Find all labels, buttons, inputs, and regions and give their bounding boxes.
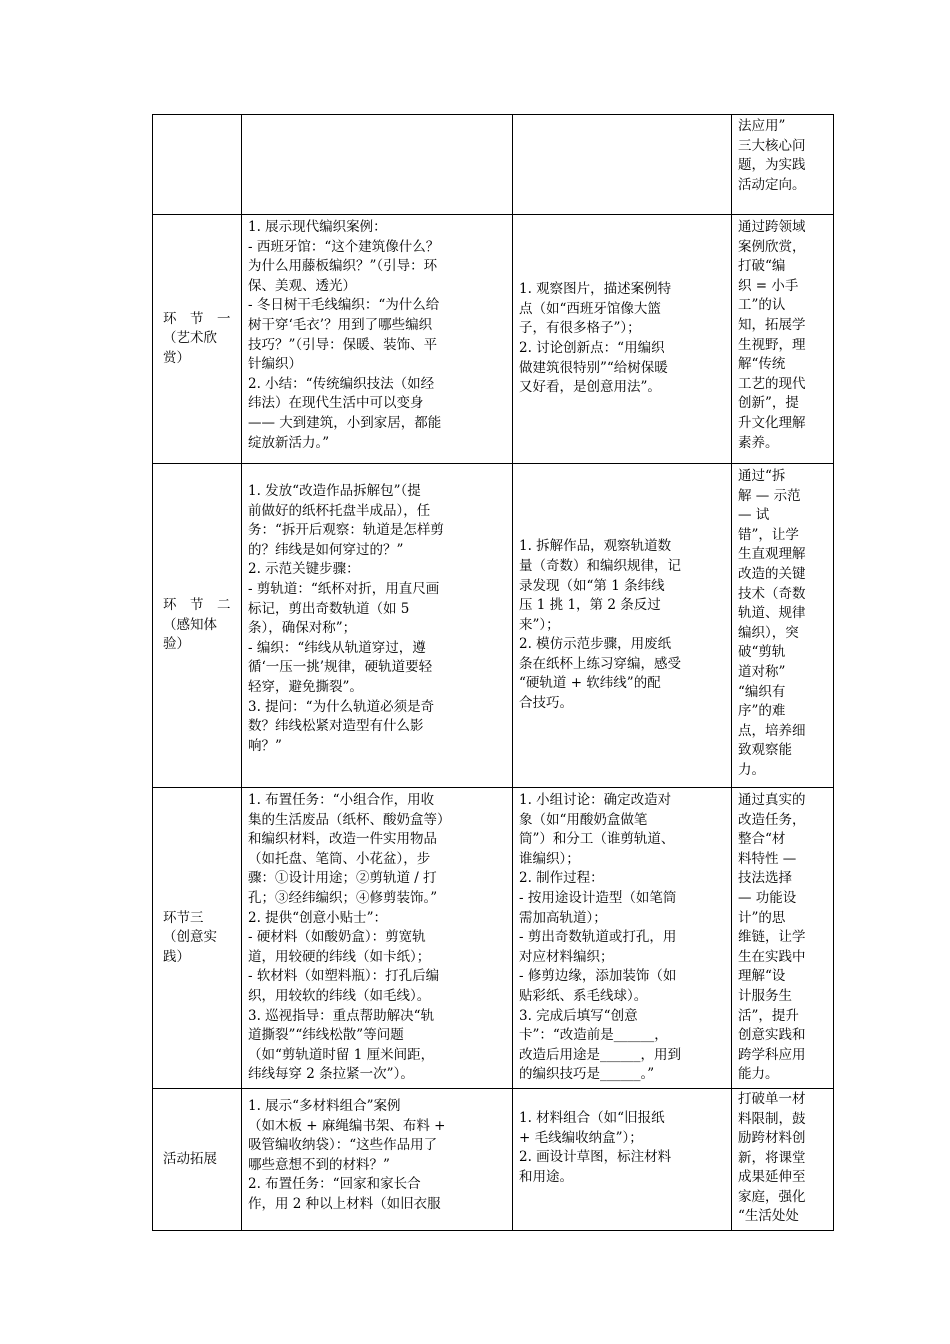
- text-line: 1. 拆解作品，观察轨道数: [519, 538, 672, 555]
- text-line: 量（奇数）和编织规律，记: [519, 557, 681, 574]
- text-line: 2. 画设计草图，标注材料: [519, 1149, 672, 1166]
- text-line: 2. 制作过程：: [519, 870, 604, 887]
- stage-label: 赏）: [163, 349, 190, 366]
- text-line: 技巧？”（引导：保暖、装饰、平: [248, 336, 438, 353]
- stage-label: 活动拓展: [163, 1150, 217, 1167]
- text-line: 整合“材: [738, 831, 786, 848]
- text-line: 数？纬线松紧对造型有什么影: [248, 718, 424, 735]
- text-line: 卡”：“改造前是______，: [519, 1027, 668, 1044]
- text-line: 2. 布置任务：“回家和家长合: [248, 1176, 421, 1193]
- text-line: - 软材料（如塑料瓶）：打孔后编: [248, 968, 440, 985]
- text-line: 成果延伸至: [738, 1169, 806, 1186]
- text-line: 纬法）在现代生活中可以变身: [248, 395, 424, 412]
- text-line: 道撕裂”“纬线松散”等问题: [248, 1027, 404, 1044]
- text-line: 2. 模仿示范步骤，用废纸: [519, 636, 672, 653]
- text-line: 压 1 挑 1，第 2 条反过: [519, 597, 661, 614]
- text-line: （如“剪轨道时留 1 厘米间距，: [248, 1046, 435, 1063]
- text-line: 3. 提问：“为什么轨道必须是奇: [248, 698, 435, 715]
- table-row: [153, 215, 834, 464]
- text-line: 2. 讨论创新点：“用编织: [519, 340, 665, 356]
- text-line: — 试: [738, 507, 770, 524]
- text-line: 工”的认: [738, 297, 786, 314]
- text-line: 1. 小组讨论：确定改造对: [519, 792, 672, 808]
- text-line: - 剪出奇数轨道或打孔，用: [519, 929, 677, 946]
- text-line: 错”，让学: [738, 526, 799, 543]
- text-line: 知，拓展学: [738, 316, 806, 333]
- text-line: 三大核心问: [738, 137, 806, 154]
- stage-label: 环 节 一: [163, 310, 231, 327]
- text-line: 序”的难: [738, 703, 786, 720]
- text-line: 活”，提升: [738, 1007, 799, 1024]
- teacher-activity-cell: [242, 115, 513, 215]
- text-line: 打破单一材: [738, 1090, 806, 1107]
- text-line: - 硬材料（如酸奶盒）：剪宽轨: [248, 929, 426, 946]
- stage-cell: [153, 115, 242, 215]
- text-line: 贴彩纸、系毛线球）。: [519, 987, 648, 1004]
- text-line: 2. 小结：“传统编织技法（如经: [248, 375, 435, 392]
- stage-label: 践）: [163, 948, 190, 965]
- table-row: [153, 788, 834, 1089]
- text-line: 象（如“用酸奶盒做笔: [519, 811, 648, 828]
- design-intent-cell: [732, 215, 834, 464]
- text-line: 道对称”: [738, 663, 786, 680]
- text-line: 绽放新活力。”: [248, 434, 330, 451]
- text-line: 创新”，提: [738, 395, 799, 412]
- text-line: - 西班牙馆：“这个建筑像什么？: [248, 238, 440, 255]
- teacher-activity-cell: [242, 1088, 513, 1230]
- text-line: 改造后用途是______，用到: [519, 1046, 681, 1063]
- text-line: 3. 完成后填写“创意: [519, 1007, 638, 1024]
- text-line: 致观察能: [738, 742, 792, 759]
- text-line: - 剪轨道：“纸杯对折，用直尺画: [248, 580, 440, 597]
- text-line: 子，有很多格子”）；: [519, 320, 641, 337]
- text-line: 哪些意想不到的材料？”: [248, 1156, 390, 1173]
- text-line: 骤：①设计用途；②剪轨道 / 打: [248, 870, 437, 887]
- stage-cell: [153, 1088, 242, 1230]
- text-line: 改造任务，: [738, 811, 806, 828]
- text-line: 孔；③经纬编织；④修剪装饰。”: [248, 889, 438, 906]
- text-line: 循‘一压一挑’规律，硬轨道要轻: [248, 659, 433, 676]
- stage-label: 验）: [163, 636, 190, 653]
- text-line: 点（如“西班牙馆像大篮: [519, 300, 661, 317]
- stage-label: 环节三: [163, 909, 204, 926]
- text-line: 能力。: [738, 1066, 779, 1083]
- text-line: 1. 材料组合（如“旧报纸: [519, 1109, 665, 1126]
- teacher-activity-cell: [242, 215, 513, 464]
- text-line: （如托盘、笔筒、小花盆），步: [248, 850, 431, 867]
- text-line: 筒”）和分工（谁剪轨道、: [519, 831, 675, 848]
- text-line: 1. 展示现代编织案例：: [248, 219, 387, 235]
- text-line: 生视野，理: [738, 336, 806, 353]
- text-line: 解“传统: [738, 356, 786, 373]
- text-line: 保、美观、透光）: [248, 277, 356, 294]
- student-activity-cell: [513, 215, 732, 464]
- stage-cell: [153, 788, 242, 1089]
- text-line: 标记，剪出奇数轨道（如 5: [248, 600, 410, 617]
- text-line: 工艺的现代: [738, 375, 806, 392]
- text-line: 理解“设: [738, 968, 786, 985]
- text-line: 条），确保对称”；: [248, 620, 357, 637]
- text-line: — 功能设: [738, 889, 797, 906]
- stage-cell: [153, 215, 242, 464]
- teacher-activity-cell: [242, 464, 513, 788]
- stage-label: （感知体: [163, 616, 217, 633]
- text-line: 对应材料编织；: [519, 948, 614, 965]
- text-line: 和编织材料，改造一件实用物品: [248, 831, 437, 848]
- text-line: 维链，让学: [738, 929, 806, 946]
- text-line: 前做好的纸杯托盘半成品），任: [248, 502, 431, 519]
- student-activity-cell: [513, 464, 732, 788]
- text-line: 活动定向。: [738, 176, 806, 193]
- text-line: 生直观理解: [738, 546, 806, 563]
- text-line: 跨学科应用: [738, 1046, 806, 1063]
- text-line: 谁编织）；: [519, 850, 580, 867]
- teacher-activity-cell: [242, 788, 513, 1089]
- text-line: 1. 展示“多材料组合”案例: [248, 1097, 401, 1114]
- student-activity-cell: [513, 788, 732, 1089]
- text-line: - 修剪边缘，添加装饰（如: [519, 968, 677, 985]
- text-line: —— 大到建筑，小到家居，都能: [248, 414, 442, 431]
- text-line: 改造的关键: [738, 565, 806, 582]
- text-line: 2. 示范关键步骤：: [248, 561, 360, 578]
- text-line: 纬线每穿 2 条拉紧一次”）。: [248, 1066, 414, 1083]
- text-line: 为什么用藤板编织？”（引导：环: [248, 258, 438, 275]
- stage-label: （创意实: [163, 929, 217, 946]
- text-line: 合技巧。: [519, 695, 573, 712]
- text-line: 素养。: [738, 434, 779, 451]
- table-row: [153, 1088, 834, 1230]
- text-line: 2. 提供“创意小贴士”：: [248, 909, 387, 926]
- text-line: 料限制，鼓: [738, 1110, 806, 1127]
- text-line: 条在纸杯上练习穿编，感受: [519, 655, 681, 672]
- text-line: （如木板 + 麻绳编书架、布料 +: [248, 1117, 446, 1134]
- text-line: 和用途。: [519, 1168, 573, 1185]
- student-activity-cell: [513, 115, 732, 215]
- design-intent-cell: [732, 788, 834, 1089]
- student-activity-cell: [513, 1088, 732, 1230]
- text-line: 打破“编: [738, 258, 786, 275]
- text-line: 生在实践中: [738, 948, 806, 965]
- design-intent-cell: [732, 464, 834, 788]
- text-line: 又好看，是创意用法”。: [519, 379, 661, 396]
- text-line: 法应用”: [738, 118, 786, 134]
- text-line: + 毛线编收纳盒”）；: [519, 1129, 643, 1146]
- text-line: 集的生活废品（纸杯、酸奶盒等）: [248, 811, 451, 828]
- text-line: 解 — 示范: [738, 487, 801, 504]
- lesson-plan-table: [152, 114, 834, 1231]
- text-line: 计”的思: [738, 909, 786, 926]
- text-line: 响？”: [248, 737, 282, 754]
- text-line: 的编织技巧是______。”: [519, 1066, 655, 1083]
- text-line: 破“剪轨: [738, 644, 786, 661]
- text-line: 1. 发放“改造作品拆解包”（提: [248, 483, 421, 499]
- table-row: [153, 464, 834, 788]
- text-line: “编织有: [738, 683, 786, 700]
- text-line: 织，用较软的纬线（如毛线）。: [248, 987, 431, 1004]
- text-line: 务：“拆开后观察：轨道是怎样剪: [248, 522, 444, 539]
- text-line: 料特性 —: [738, 850, 797, 867]
- text-line: 道，用较硬的纬线（如卡纸）；: [248, 948, 431, 965]
- text-line: 作，用 2 种以上材料（如旧衣服: [248, 1195, 441, 1212]
- text-line: 轻穿，避免撕裂”。: [248, 678, 363, 695]
- text-line: 技法选择: [738, 870, 792, 887]
- text-line: 针编织）: [248, 356, 302, 373]
- design-intent-cell: [732, 115, 834, 215]
- text-line: 通过真实的: [738, 792, 806, 808]
- text-line: 需加高轨道）；: [519, 909, 607, 926]
- text-line: 的？纬线是如何穿过的？”: [248, 541, 404, 558]
- text-line: “硬轨道 + 软纬线”的配: [519, 675, 661, 692]
- design-intent-cell: [732, 1088, 834, 1230]
- text-line: 轨道、规律: [738, 605, 806, 622]
- text-line: 升文化理解: [738, 414, 806, 431]
- text-line: 做建筑很特别”“给树保暖: [519, 359, 668, 376]
- text-line: 编织），突: [738, 624, 799, 641]
- text-line: 3. 巡视指导：重点帮助解决“轨: [248, 1007, 435, 1024]
- text-line: 新，将课堂: [738, 1149, 806, 1166]
- text-line: 题，为实践: [738, 157, 806, 174]
- stage-cell: [153, 464, 242, 788]
- text-line: 技术（奇数: [738, 585, 806, 602]
- text-line: “生活处处: [738, 1208, 799, 1225]
- text-line: 案例欣赏，: [738, 238, 806, 255]
- text-line: 创意实践和: [738, 1027, 806, 1044]
- text-line: 吸管编收纳袋）：“这些作品用了: [248, 1137, 438, 1154]
- text-line: 1. 观察图片，描述案例特: [519, 281, 672, 298]
- text-line: 励跨材料创: [738, 1130, 806, 1147]
- text-line: 通过“拆: [738, 468, 786, 484]
- text-line: 树干穿‘毛衣’？用到了哪些编织: [248, 316, 433, 333]
- text-line: 织 = 小手: [738, 277, 799, 294]
- text-line: 通过跨领域: [738, 219, 806, 235]
- text-line: 来”）；: [519, 616, 560, 633]
- stage-label: 环 节 二: [163, 597, 231, 614]
- text-line: 计服务生: [738, 987, 792, 1004]
- stage-label: （艺术欣: [163, 330, 217, 347]
- text-line: - 编织：“纬线从轨道穿过，遵: [248, 639, 426, 656]
- text-line: 录发现（如“第 1 条纬线: [519, 577, 665, 594]
- text-line: - 冬日树干毛线编织：“为什么给: [248, 297, 440, 314]
- text-line: 1. 布置任务：“小组合作，用收: [248, 792, 435, 808]
- text-line: - 按用途设计造型（如笔筒: [519, 889, 677, 906]
- text-line: 力。: [738, 761, 765, 778]
- text-line: 点，培养细: [738, 722, 806, 739]
- text-line: 家庭，强化: [738, 1188, 806, 1205]
- table-row: [153, 115, 834, 215]
